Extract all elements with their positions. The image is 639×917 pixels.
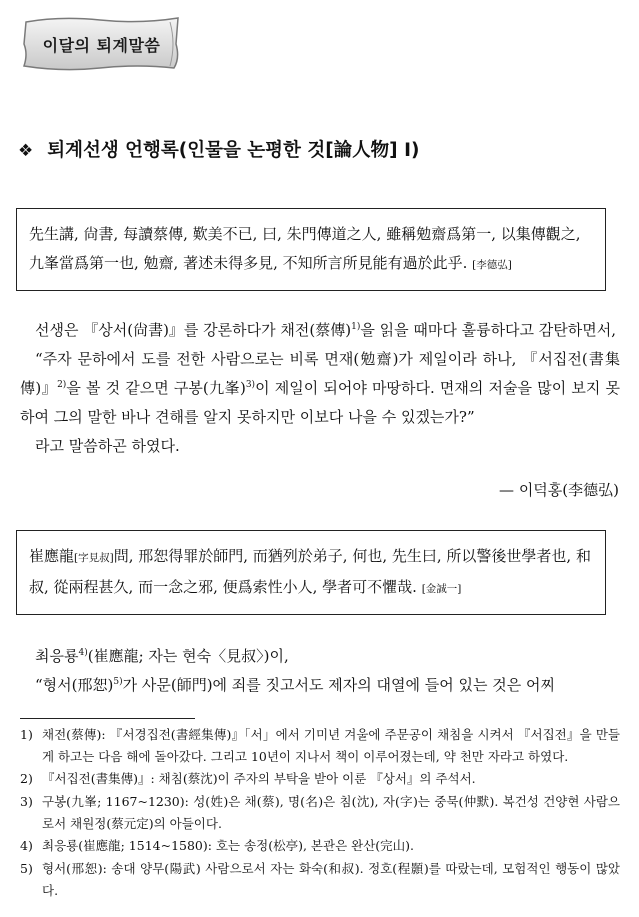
footnote-1: [20, 724, 620, 768]
footnote-ref-1: 1): [351, 322, 361, 332]
translation-closing: 라고 말씀하곤 하였다.: [35, 437, 180, 455]
footnote-number: 3): [20, 794, 33, 809]
footnote-divider: [20, 718, 195, 719]
banner: [20, 14, 183, 74]
translation-quote: [20, 345, 620, 432]
footnote-number: 2): [20, 771, 33, 786]
section-title: [18, 136, 628, 162]
footnote-text: 구봉(九峯; 1167~1230): 성(姓)은 채(蔡), 명(名)은 침(沈), 자(字)는 중묵(仲默). 복건성 건양현 사람으로서 채원정(蔡元定)의 아들이다.: [42, 794, 620, 831]
hanja-quote-2-source: [金誠一]: [421, 583, 462, 595]
footnote-text: 채전(蔡傳): 『서경집전(書經集傳)』「서」에서 기미년 겨울에 주문공이 채침을 시켜서 『서집전』을 만들게 하고는 다음 해에 돌아갔다. 그리고 10년이 지나서 책이 이루어졌는데, 약 천만 자라고 하였다.: [42, 727, 620, 764]
hanja-quote-2-text-b: 問, 邢恕得罪於師門, 而猶列於弟子, 何也, 先生曰, 所以警後世學者也, 和叔, 從兩程甚久, 而一念之邪, 便爲索性小人, 學者可不懼哉.: [29, 547, 591, 596]
line2-text-a: “형서(邢恕): [35, 676, 114, 694]
footnote-2: [20, 768, 620, 790]
translation-2-line-1: [20, 642, 620, 671]
translation-2-line-2: [20, 671, 620, 700]
footnote-5: [20, 858, 620, 902]
footnote-text: 최응룡(崔應龍; 1514~1580): 호는 송정(松亭), 본관은 완산(完山).: [42, 838, 414, 853]
translation-paragraph-1: [20, 316, 620, 461]
translation-paragraph-2: [20, 642, 620, 700]
footnote-4: [20, 835, 620, 857]
footnote-ref-4: 4): [78, 648, 88, 658]
footnote-number: 4): [20, 838, 33, 853]
attribution-1: — 이덕홍(李德弘): [499, 481, 619, 499]
hanja-quote-1-text: 先生講, 尙書, 每讀蔡傳, 歎美不已, 曰, 朱門傳道之人, 雖稱勉齋爲第一, 以集傳觀之, 九峯當爲第一也, 勉齋, 著述未得多見, 不知所言所見能有過於此乎.: [29, 225, 581, 272]
section-title-text: 퇴계선생 언행록(인물을 논평한 것[論人物] Ⅰ): [47, 140, 420, 161]
hanja-quote-box-2: [16, 530, 606, 615]
quote-text-a: “주자 문하에서 도를 전한 사람으로는 비록 면재(勉齋)가 제일이라 하나, 『서집전(書集傳)』: [20, 350, 620, 397]
diamond-bullet-icon: ❖: [18, 141, 34, 161]
hanja-quote-box-1: [16, 208, 606, 291]
line2-text-b: 가 사문(師門)에 죄를 짓고서도 제자의 대열에 들어 있는 것은 어찌: [122, 676, 555, 694]
intro-text-b: 을 읽을 때마다 훌륭하다고 감탄하면서,: [360, 321, 617, 339]
footnote-ref-5: 5): [113, 677, 123, 687]
line1-text-a: 최응룡: [35, 647, 79, 665]
footnote-3: [20, 791, 620, 835]
intro-text-a: 선생은 『상서(尙書)』를 강론하다가 채전(蔡傳): [35, 321, 352, 339]
hanja-quote-1-source: [李德弘]: [472, 259, 512, 271]
footnote-number: 5): [20, 861, 33, 876]
hanja-quote-2-text-a: 崔應龍: [29, 547, 75, 565]
line1-text-b: (崔應龍; 자는 현숙〈見叔〉)이,: [87, 647, 289, 665]
footnote-ref-2: 2): [57, 380, 67, 390]
footnote-number: 1): [20, 727, 33, 742]
translation-intro: [20, 316, 620, 345]
hanja-quote-2-note: [字見叔]: [74, 552, 114, 564]
footnote-text: 형서(邢恕): 송대 양무(陽武) 사람으로서 자는 화숙(和叔). 정호(程顥)를 따랐는데, 모험적인 행동이 많았다.: [42, 861, 620, 898]
footnote-ref-3: 3): [245, 380, 256, 390]
footnote-text: 『서집전(書集傳)』: 채침(蔡沈)이 주자의 부탁을 받아 이룬 『상서』의 주석서.: [42, 771, 476, 786]
banner-label: 이달의 퇴계말씀: [42, 35, 161, 55]
quote-text-b: 을 볼 것 같으면 구봉(九峯): [66, 379, 246, 397]
quote-text-c: 이 제일이 되어야 마땅하다. 면재의 저술을 많이 보지 못하여 그의 말한 바나 견해를 알지 못하지만 이보다 나을 수 있겠는가?”: [20, 379, 620, 426]
